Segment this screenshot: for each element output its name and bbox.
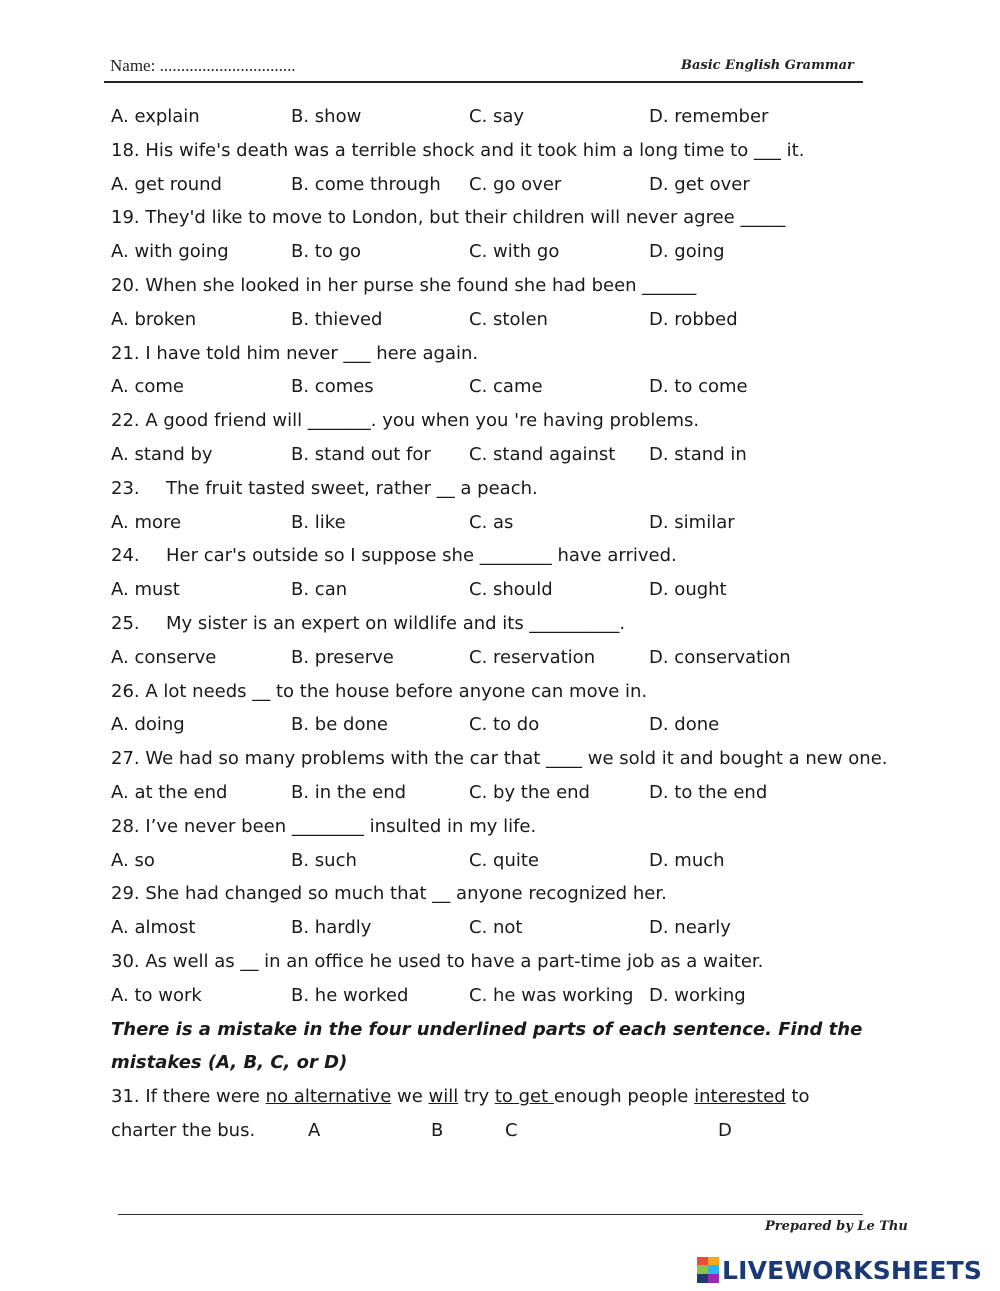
options-row-26 [111,708,911,742]
option-b[interactable]: B. comes [291,376,374,398]
question-25 [111,607,911,641]
name-field-label: Name: ................................ [110,56,296,75]
prepared-by: Prepared by Le Thu [765,1219,908,1234]
question-text: 30. As well as __ in an office he used to have a part-time job as a waiter. [111,950,764,972]
q31-text: to [785,1086,810,1108]
option-a[interactable]: A. come [111,376,184,398]
liveworksheets-logo[interactable] [697,1255,982,1285]
option-a[interactable]: A. with going [111,241,229,263]
option-d[interactable]: D. to the end [649,781,768,803]
option-b[interactable]: B. show [291,106,362,127]
options-row-28 [111,844,911,878]
option-b[interactable]: B. like [291,511,346,533]
option-c[interactable]: C. not [469,917,523,939]
option-d[interactable]: D. robbed [649,308,738,330]
option-d[interactable]: D. similar [649,511,735,533]
question-30 [111,945,911,979]
question-22 [111,404,911,438]
option-b[interactable]: B. hardly [291,917,372,939]
option-a[interactable]: A. doing [111,714,185,736]
options-row-21 [111,370,911,404]
options-row-23 [111,506,911,540]
option-c[interactable]: C. reservation [469,646,596,668]
option-c[interactable]: C. to do [469,714,540,736]
option-c[interactable]: C. he was working [469,984,634,1006]
underlined-part-c[interactable]: to get [494,1086,554,1108]
question-18 [111,134,911,168]
options-row-30 [111,979,911,1013]
options-row-17 [111,100,911,134]
option-d[interactable]: D. nearly [649,917,731,939]
option-b[interactable]: B. thieved [291,308,383,330]
options-row-18 [111,168,911,202]
question-text: 26. A lot needs __ to the house before anyone can move in. [111,680,648,702]
option-a[interactable]: A. get round [111,173,222,195]
option-c[interactable]: C. quite [469,849,539,871]
options-row-19 [111,235,911,269]
section-instruction: There is a mistake in the four underlined parts of each sentence. Find the mistakes (A, B, C, or D) [111,1018,863,1074]
question-31-line2 [111,1114,911,1148]
option-a[interactable]: A. to work [111,984,202,1006]
question-text: 29. She had changed so much that __ anyone recognized her. [111,883,667,905]
option-c[interactable]: C. with go [469,241,560,263]
option-d[interactable]: D. stand in [649,443,747,465]
options-row-25 [111,641,911,675]
options-row-24 [111,573,911,607]
options-row-27 [111,776,911,810]
option-b[interactable]: B. to go [291,241,362,263]
question-26 [111,675,911,709]
option-a[interactable]: A. stand by [111,443,213,465]
brand-name: LIVEWORKSHEETS [722,1255,983,1285]
q31-text: try [458,1086,495,1108]
underlined-part-d[interactable]: interested [694,1086,786,1108]
option-d[interactable]: D. working [649,984,746,1006]
underlined-part-a[interactable]: no alternative [265,1086,392,1108]
option-b[interactable]: B. can [291,579,348,601]
question-text: 27. We had so many problems with the car that ____ we sold it and bought a new one. [111,748,888,770]
option-b[interactable]: B. stand out for [291,443,431,465]
question-31 [111,1080,911,1114]
option-c[interactable]: C. by the end [469,781,590,803]
option-d[interactable]: D. ought [649,579,727,601]
options-row-20 [111,303,911,337]
option-b[interactable]: B. preserve [291,646,394,668]
option-b[interactable]: B. such [291,849,357,871]
question-28 [111,810,911,844]
option-c[interactable]: C. as [469,511,514,533]
option-d[interactable]: D. much [649,849,725,871]
option-c[interactable]: C. go over [469,173,562,195]
question-text: 21. I have told him never ___ here again. [111,342,479,364]
option-d[interactable]: D. going [649,241,725,263]
footer-divider [118,1214,863,1215]
question-20 [111,269,911,303]
label-d: D [718,1119,732,1141]
underlined-part-b[interactable]: will [428,1086,459,1108]
question-text: 19. They'd like to move to London, but their children will never agree _____ [111,207,786,229]
options-row-22 [111,438,911,472]
q31-text: enough people [553,1086,695,1108]
question-text: 18. His wife's death was a terrible shock and it took him a long time to ___ it. [111,139,805,161]
question-29 [111,877,911,911]
question-27 [111,742,911,776]
question-text: 22. A good friend will _______. you when you 're having problems. [111,410,700,432]
option-c[interactable]: C. say [469,106,525,127]
option-a[interactable]: A. conserve [111,646,217,668]
header-divider [104,81,863,83]
question-text: Her car's outside so I suppose she ________ have arrived. [166,545,677,567]
option-c[interactable]: C. stolen [469,308,548,330]
question-text: 20. When she looked in her purse she found she had been ______ [111,274,697,296]
question-21 [111,337,911,371]
option-d[interactable]: D. get over [649,173,750,195]
label-a: A [308,1119,321,1141]
option-c[interactable]: C. should [469,579,553,601]
question-23 [111,472,911,506]
label-b: B [431,1119,444,1141]
option-a[interactable]: A. broken [111,308,197,330]
option-c[interactable]: C. stand against [469,443,616,465]
q31-text: charter the bus. [111,1119,256,1141]
option-a[interactable]: A. at the end [111,781,228,803]
question-text: My sister is an expert on wildlife and its __________. [166,612,626,634]
option-a[interactable]: A. almost [111,917,196,939]
option-b[interactable]: B. come through [291,173,441,195]
question-text: 28. I’ve never been ________ insulted in my life. [111,815,537,837]
option-c[interactable]: C. came [469,376,543,398]
question-24 [111,539,911,573]
question-text: The fruit tasted sweet, rather __ a peach. [166,477,538,499]
option-a[interactable]: A. more [111,511,182,533]
option-b[interactable]: B. he worked [291,984,409,1006]
option-a[interactable]: A. so [111,849,155,871]
q31-text: we [391,1086,429,1108]
question-number: 23. [111,477,140,499]
option-a[interactable]: A. must [111,579,180,601]
option-b[interactable]: B. in the end [291,781,407,803]
options-row-29 [111,911,911,945]
option-d[interactable]: D. conservation [649,646,791,668]
worksheet-body [111,100,911,1148]
option-a[interactable]: A. explain [111,106,200,127]
question-number: 24. [111,545,140,567]
question-number: 25. [111,612,140,634]
label-c: C [505,1119,518,1141]
q31-text: 31. If there were [111,1086,266,1108]
question-19 [111,201,911,235]
option-d[interactable]: D. to come [649,376,748,398]
worksheet-title: Basic English Grammar [681,58,854,73]
option-d[interactable]: D. done [649,714,720,736]
liveworksheets-icon [697,1257,719,1283]
option-b[interactable]: B. be done [291,714,388,736]
option-d[interactable]: D. remember [649,106,769,127]
